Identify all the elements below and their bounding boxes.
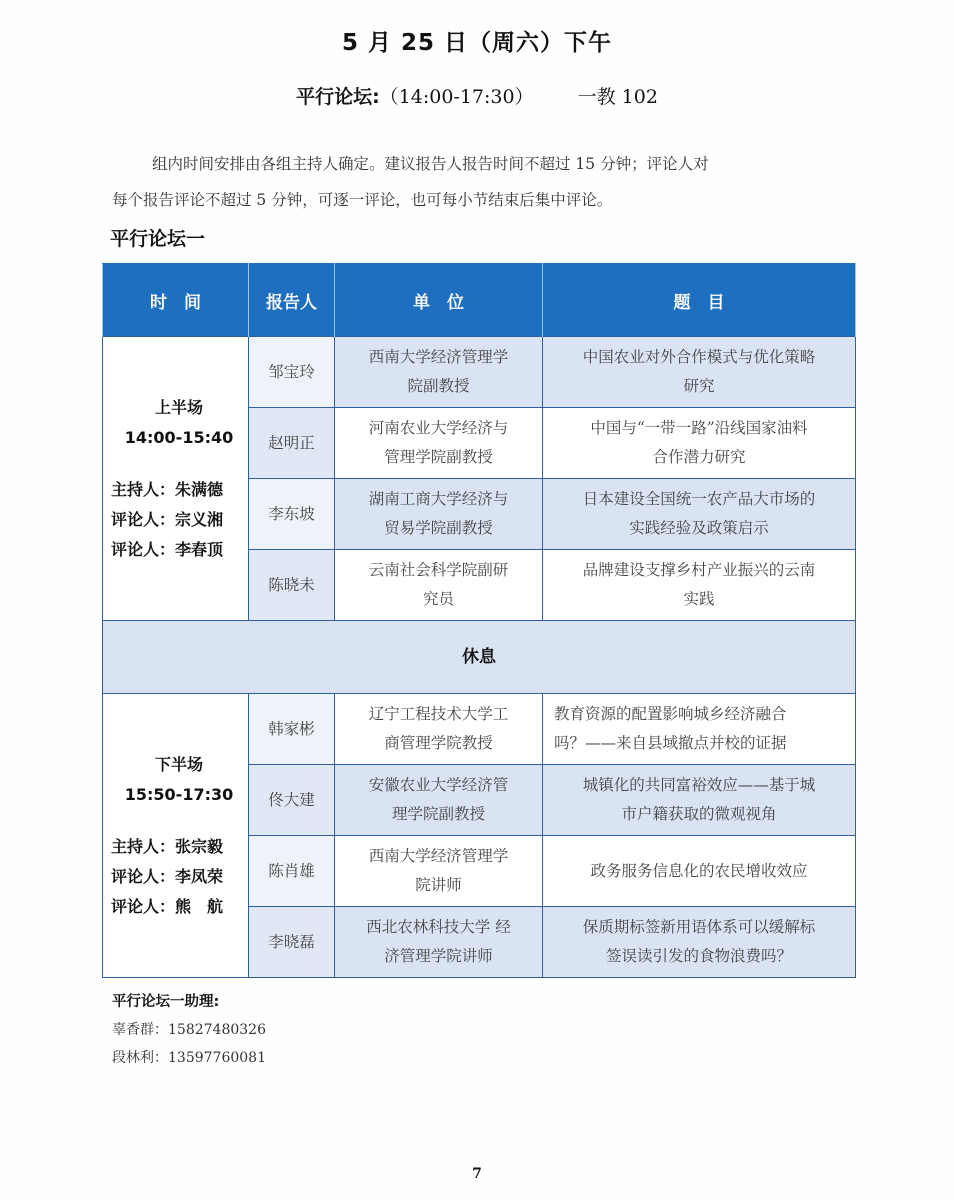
report-topic — [543, 550, 856, 621]
unit-line: 管理学院副教授 — [384, 448, 493, 466]
session-time: 15:50-17:30 — [124, 784, 234, 804]
table-row — [103, 694, 856, 765]
session-roles — [111, 832, 247, 922]
unit-line: 辽宁工程技术大学工 — [368, 705, 509, 723]
reporter-name: 韩家彬 — [249, 694, 335, 765]
forum-title: 平行论坛一 — [110, 228, 206, 250]
topic-line: 实践经验及政策启示 — [629, 519, 769, 537]
reporter-unit — [335, 550, 543, 621]
reporter-unit — [335, 337, 543, 408]
reporter-name: 邹宝玲 — [249, 337, 335, 408]
report-topic — [543, 907, 856, 978]
topic-line: 研究 — [683, 377, 715, 395]
intro-line-1: 组内时间安排由各组主持人确定。建议报告人报告时间不超过 15 分钟；评论人对 — [152, 155, 709, 173]
topic-line: 中国农业对外合作模式与优化策略 — [582, 348, 816, 366]
topic-line: 吗？——来自县域撤点并校的证据 — [554, 734, 787, 752]
intro-line-2: 每个报告评论不超过 5 分钟，可逐一评论，也可每小节结束后集中评论。 — [112, 191, 613, 209]
unit-line: 院副教授 — [407, 377, 470, 395]
reporter-name: 佟大建 — [249, 765, 335, 836]
topic-line: 实践 — [683, 590, 715, 608]
forum-schedule-subtitle — [0, 82, 954, 109]
reporter-unit — [335, 479, 543, 550]
column-header-time: 时 间 — [103, 264, 249, 337]
session-name: 下半场 — [154, 754, 203, 774]
topic-line: 市户籍获取的微观视角 — [621, 805, 777, 823]
report-topic — [543, 836, 856, 907]
unit-line: 西南大学经济管理学 — [368, 348, 509, 366]
subtitle-label: 平行论坛: — [296, 86, 380, 108]
session-host: 主持人：朱满德 — [111, 479, 224, 499]
subtitle-time: （14:00-17:30） — [379, 86, 534, 108]
unit-line: 贸易学院副教授 — [384, 519, 493, 537]
assistant-contact: 段林利：13597760081 — [112, 1050, 266, 1066]
report-topic — [543, 479, 856, 550]
report-topic — [543, 408, 856, 479]
session-commentator: 评论人：李春顶 — [111, 539, 224, 559]
topic-line: 政务服务信息化的农民增收效应 — [590, 861, 808, 880]
unit-line: 理学院副教授 — [391, 805, 485, 823]
session-roles — [111, 475, 247, 565]
unit-line: 院讲师 — [415, 876, 462, 894]
session-host: 主持人：张宗毅 — [111, 836, 224, 856]
reporter-unit — [335, 694, 543, 765]
session-time: 14:00-15:40 — [124, 427, 234, 447]
table-row — [103, 337, 856, 408]
subtitle-room: 一教 102 — [577, 86, 658, 108]
forum-assistants — [112, 988, 266, 1072]
session-cell-second-half — [103, 694, 249, 978]
report-topic — [543, 337, 856, 408]
topic-line: 日本建设全国统一农产品大市场的 — [582, 490, 816, 508]
unit-line: 河南农业大学经济与 — [368, 419, 509, 437]
reporter-unit — [335, 408, 543, 479]
table-header-row — [103, 264, 856, 337]
page-title: 5 月 25 日（周六）下午 — [341, 30, 613, 56]
reporter-unit — [335, 765, 543, 836]
break-label: 休息 — [103, 621, 856, 694]
session-cell-first-half — [103, 337, 249, 621]
session-commentator: 评论人：李凤荣 — [111, 866, 224, 886]
topic-line: 保质期标签新用语体系可以缓解标 — [582, 918, 816, 936]
assistants-title: 平行论坛一助理: — [112, 994, 220, 1010]
reporter-name: 陈肖雄 — [249, 836, 335, 907]
topic-line: 合作潜力研究 — [652, 448, 746, 466]
reporter-name: 赵明正 — [249, 408, 335, 479]
unit-line: 湖南工商大学经济与 — [368, 490, 509, 508]
assistant-contact: 辜香群：15827480326 — [112, 1022, 266, 1038]
page-number: 7 — [472, 1166, 482, 1182]
reporter-name: 李晓磊 — [249, 907, 335, 978]
unit-line: 究员 — [422, 590, 454, 608]
reporter-name: 李东坡 — [249, 479, 335, 550]
unit-line: 云南社会科学院副研 — [368, 561, 509, 579]
unit-line: 西北农林科技大学 经 — [366, 918, 511, 936]
break-row — [103, 621, 856, 694]
reporter-unit — [335, 836, 543, 907]
unit-line: 安徽农业大学经济管 — [368, 776, 509, 794]
topic-line: 签误读引发的食物浪费吗？ — [605, 947, 792, 965]
topic-line: 教育资源的配置影响城乡经济融合 — [554, 705, 787, 723]
session-commentator: 评论人：宗义湘 — [111, 509, 224, 529]
reporter-unit — [335, 907, 543, 978]
unit-line: 济管理学院讲师 — [384, 947, 493, 965]
report-topic — [543, 694, 856, 765]
topic-line: 城镇化的共同富裕效应——基于城 — [582, 776, 816, 794]
session-name: 上半场 — [154, 397, 203, 417]
topic-line: 品牌建设支撑乡村产业振兴的云南 — [582, 561, 816, 579]
topic-line: 中国与“一带一路”沿线国家油料 — [590, 419, 808, 437]
unit-line: 商管理学院教授 — [384, 734, 493, 752]
report-topic — [543, 765, 856, 836]
column-header-topic: 题 目 — [543, 264, 856, 337]
unit-line: 西南大学经济管理学 — [368, 847, 509, 865]
intro-paragraph — [112, 146, 854, 218]
reporter-name: 陈晓未 — [249, 550, 335, 621]
session-commentator: 评论人：熊 航 — [111, 896, 224, 916]
schedule-table — [102, 263, 856, 978]
column-header-reporter: 报告人 — [249, 264, 335, 337]
column-header-unit: 单 位 — [335, 264, 543, 337]
